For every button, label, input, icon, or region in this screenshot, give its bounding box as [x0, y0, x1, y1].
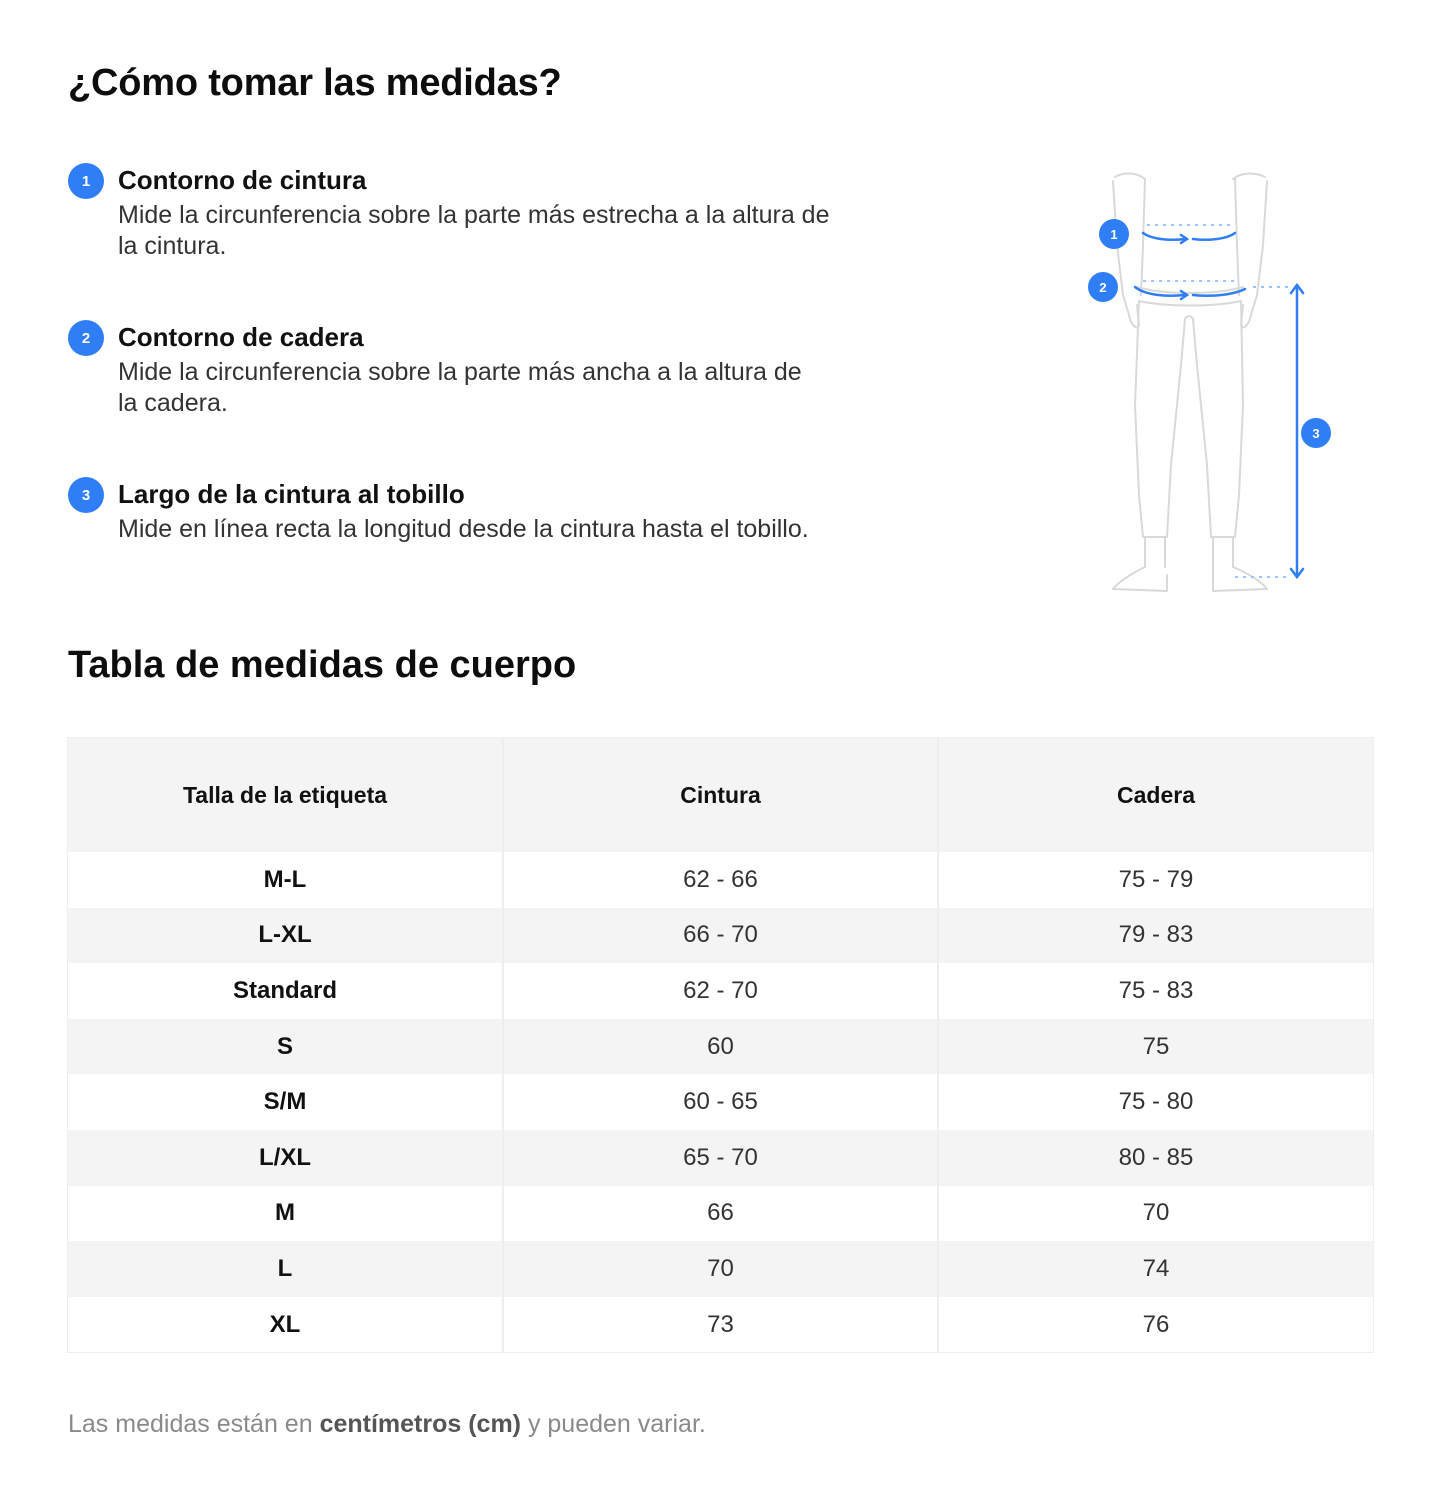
column-header-hip: Cadera: [938, 738, 1373, 852]
svg-text:1: 1: [1110, 227, 1118, 242]
waist-cell: 66 - 70: [503, 908, 938, 964]
size-cell: L-XL: [68, 908, 503, 964]
column-header-waist: Cintura: [503, 738, 938, 852]
table-row: [68, 1019, 1373, 1075]
size-cell: M-L: [68, 852, 503, 908]
size-cell: M: [68, 1186, 503, 1242]
step-waist: [68, 160, 948, 317]
footnote-units: centímetros (cm): [319, 1410, 522, 1438]
size-cell: S/M: [68, 1074, 503, 1130]
size-cell: XL: [68, 1297, 503, 1353]
hip-cell: 79 - 83: [938, 908, 1373, 964]
step-description-line2: la cintura.: [118, 232, 227, 260]
column-header-size: Talla de la etiqueta: [68, 738, 503, 852]
step-description-line1: Mide la circunferencia sobre la parte más ancha a la altura de: [118, 358, 802, 386]
step-hip: [68, 317, 948, 474]
table-row: [68, 1130, 1373, 1186]
hip-cell: 80 - 85: [938, 1130, 1373, 1186]
hip-cell: 75 - 79: [938, 852, 1373, 908]
waist-cell: 60 - 65: [503, 1074, 938, 1130]
size-table: [68, 738, 1373, 1352]
size-cell: L: [68, 1241, 503, 1297]
hip-cell: 75 - 80: [938, 1074, 1373, 1130]
marker-badges: [1088, 219, 1331, 448]
table-row: [68, 1186, 1373, 1242]
step-title: Contorno de cintura: [118, 165, 367, 195]
pants-measurement-diagram-icon: [1085, 165, 1345, 605]
footnote-prefix: Las medidas están en: [68, 1410, 320, 1438]
table-row: [68, 1241, 1373, 1297]
step-number-badge: 1: [68, 163, 104, 199]
step-number-badge: 3: [68, 477, 104, 513]
how-to-measure-title: ¿Cómo tomar las medidas?: [68, 62, 562, 104]
step-description-line1: Mide la circunferencia sobre la parte más estrecha a la altura de: [118, 201, 830, 229]
step-number-badge: 2: [68, 320, 104, 356]
svg-text:3: 3: [1312, 426, 1320, 441]
step-title: Largo de la cintura al tobillo: [118, 479, 465, 509]
svg-text:2: 2: [1099, 280, 1107, 295]
step-title: Contorno de cadera: [118, 322, 364, 352]
waist-cell: 70: [503, 1241, 938, 1297]
waist-cell: 62 - 66: [503, 852, 938, 908]
size-cell: L/XL: [68, 1130, 503, 1186]
step-description-line1: Mide en línea recta la longitud desde la cintura hasta el tobillo.: [118, 515, 809, 543]
size-cell: S: [68, 1019, 503, 1075]
table-row: [68, 963, 1373, 1019]
waist-cell: 73: [503, 1297, 938, 1353]
table-row: [68, 852, 1373, 908]
table-header-row: [68, 738, 1373, 852]
hip-cell: 75: [938, 1019, 1373, 1075]
waist-cell: 62 - 70: [503, 963, 938, 1019]
table-row: [68, 1074, 1373, 1130]
waist-cell: 66: [503, 1186, 938, 1242]
units-footnote: [68, 1408, 706, 1440]
measurement-steps: [68, 160, 948, 545]
hip-cell: 75 - 83: [938, 963, 1373, 1019]
hip-cell: 70: [938, 1186, 1373, 1242]
table-row: [68, 1297, 1373, 1353]
hip-cell: 74: [938, 1241, 1373, 1297]
step-waist-to-ankle: [68, 474, 948, 545]
waist-cell: 60: [503, 1019, 938, 1075]
waist-cell: 65 - 70: [503, 1130, 938, 1186]
step-description-line2: la cadera.: [118, 389, 228, 417]
table-row: [68, 908, 1373, 964]
size-cell: Standard: [68, 963, 503, 1019]
hip-cell: 76: [938, 1297, 1373, 1353]
size-table-title: Tabla de medidas de cuerpo: [68, 644, 577, 686]
footnote-suffix: y pueden variar.: [521, 1410, 706, 1438]
